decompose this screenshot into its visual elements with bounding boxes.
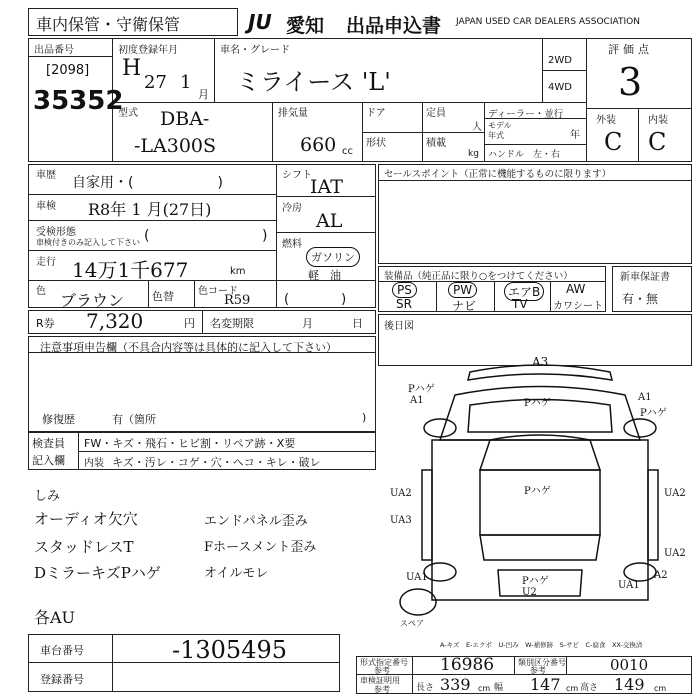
defect-legend: A-キズ E-エクボ U-凹み W-補修跡 S-サビ C-腐食 XX-交換済 [440, 641, 643, 649]
inspector-row2-label: 内装 [84, 458, 104, 469]
displacement-value: 660 [300, 134, 337, 156]
chassis-label: 車台番号 [40, 644, 84, 657]
width-value: 147 [530, 675, 561, 694]
vehicle-name-value: ミライース 'L' [236, 68, 391, 96]
registration-era: H [122, 56, 142, 81]
section-label: 車内保管・守衛保管 [36, 15, 181, 34]
mark-right-bottom: UA1 [618, 580, 640, 591]
designation-label-2: 参考 [374, 666, 390, 675]
equip-leather-seat: カワシート [553, 301, 603, 312]
equip-pw: PW [448, 282, 477, 298]
length-value: 339 [440, 675, 471, 694]
model-value-1: DBA- [160, 108, 210, 130]
name-change-label: 名変期限 [210, 317, 254, 330]
history-label: 車歴 [36, 170, 56, 181]
history-value: 自家用・( ) [72, 175, 223, 191]
capacity-unit: 人 [472, 122, 482, 133]
length-unit: cm [478, 684, 491, 693]
height-value: 149 [614, 675, 645, 694]
registration-label: 初度登録年月 [118, 45, 178, 56]
inspector-label-1: 検査員 [32, 437, 65, 450]
door-label: ドア [366, 108, 386, 119]
mark-right-mid-1: UA2 [664, 488, 686, 499]
repair-paren-close: ) [362, 411, 367, 424]
color-code-label: 色コード [198, 286, 238, 297]
rear-window-label: 後日図 [384, 321, 414, 332]
evaluation-label: 評価点 [608, 43, 653, 56]
mark-left-top-2: A1 [410, 395, 424, 406]
cert-label-2: 参考 [374, 685, 390, 694]
shape-label: 形状 [366, 138, 386, 149]
recycle-label: R券 [36, 317, 55, 330]
name-change-day: 日 [352, 317, 363, 330]
mark-right-top-2: Pハゲ [640, 408, 667, 419]
category-label-1: 類別区分番号 [518, 658, 566, 667]
note-oil-leak: オイルモレ [204, 566, 269, 581]
drive-2wd: 2WD [548, 55, 572, 66]
length-label: 長さ [416, 683, 435, 693]
repair-value: 有（箇所 [112, 413, 156, 426]
mileage-label: 走行 [36, 257, 56, 268]
fuel-label: 燃料 [282, 239, 302, 250]
note-stain: しみ [34, 489, 61, 504]
evaluation-score: 3 [618, 60, 643, 104]
mileage-value: 14万1千677 [72, 258, 189, 282]
exterior-value: C [604, 128, 623, 156]
warranty-label: 新車保証書 [620, 272, 670, 283]
logo-region: 愛知 [286, 15, 325, 37]
displacement-label: 排気量 [278, 108, 308, 119]
height-label: 高さ [580, 683, 599, 693]
vehicle-name-label: 車名・グレード [220, 45, 290, 56]
inspector-row1: FW・キズ・飛石・ヒビ割・リペア跡・X要 [84, 437, 296, 450]
mark-right-mid-2: UA2 [664, 548, 686, 559]
recycle-unit: 円 [184, 317, 195, 330]
reception-note: 車検付きのみ記入して下さい [36, 238, 140, 247]
color-change-label: 色替 [152, 290, 174, 303]
lot-bracket-number: [2098] [46, 63, 90, 78]
width-unit: cm [566, 684, 579, 693]
color-code-value: R59 [224, 293, 251, 308]
mark-left-mid-2: UA3 [390, 515, 412, 526]
drive-4wd: 4WD [548, 82, 572, 93]
notes-label: 注意事項申告欄（不具合内容等は具体的に記入して下さい） [40, 341, 337, 354]
designation-label-1: 形式指定番号 [360, 658, 408, 667]
note-studless: スタッドレスT [34, 538, 134, 556]
inspector-row2: キズ・汚レ・コゲ・穴・ヘコ・キレ・破レ [112, 456, 321, 469]
mileage-unit: km [230, 266, 246, 277]
equip-tv: TV [512, 297, 528, 311]
registration-year: 27 [144, 72, 167, 93]
load-unit: kg [468, 149, 479, 159]
equip-ps: PS [392, 282, 417, 298]
inspection-label: 車検 [36, 201, 56, 212]
registration-number-label: 登録番号 [40, 673, 84, 686]
note-all-au: 各AU [34, 608, 76, 627]
lot-number: 35352 [33, 86, 124, 116]
reception-paren-close: ) [262, 228, 268, 244]
form-title: 出品申込書 [346, 15, 442, 37]
lot-label: 出品番号 [34, 45, 74, 56]
year-unit: 年 [570, 130, 580, 141]
mark-right-top-1: A1 [638, 392, 652, 403]
cooling-label: 冷房 [282, 203, 302, 214]
dealer-label: ディーラー・並行 [488, 109, 564, 120]
note-f-housing: Fホースメント歪み [204, 540, 317, 555]
mark-left-mid-1: UA2 [390, 488, 412, 499]
mark-top: A3 [532, 355, 549, 369]
model-value-2: -LA300S [134, 135, 217, 157]
capacity-label: 定員 [426, 108, 446, 119]
equipment-label: 装備品（純正品に限り○をつけてください） [384, 271, 573, 282]
mark-hood: Pハゲ [524, 398, 551, 409]
shift-label: シフト [282, 170, 312, 181]
model-label: 型式 [118, 108, 138, 119]
fuel-diesel: 軽 油 [308, 269, 341, 282]
chassis-value: -1305495 [172, 636, 287, 664]
cert-label-1: 車検証明用 [360, 676, 400, 685]
mark-rear: PハゲU2 [522, 576, 549, 598]
equip-sr: SR [396, 297, 412, 311]
displacement-unit: cc [342, 146, 353, 157]
cooling-value: AL [316, 210, 343, 232]
shift-value: IAT [310, 176, 343, 198]
mark-roof: Pハゲ [524, 486, 551, 497]
inspection-value: R8年 1 月(27日) [88, 200, 212, 219]
note-audio: オーディオ欠穴 [34, 510, 138, 528]
note-mirror: DミラーキズPハゲ [34, 564, 161, 582]
handle-label: ハンドル 左・右 [488, 150, 561, 160]
fuel-paren: ( ) [284, 292, 347, 307]
ju-logo: JU [248, 10, 272, 34]
model-year-label-2: 年式 [488, 131, 504, 140]
mark-left-top-1: Pハゲ [408, 384, 435, 395]
color-label: 色 [36, 286, 46, 297]
designation-value: 16986 [440, 655, 495, 675]
name-change-month: 月 [302, 317, 313, 330]
category-label-2: 参考 [530, 666, 546, 675]
warranty-value: 有・無 [622, 292, 659, 306]
color-value: ブラウン [60, 291, 125, 310]
equip-navi: ナビ [452, 299, 477, 313]
association-name: JAPAN USED CAR DEALERS ASSOCIATION [456, 17, 640, 27]
width-label: 幅 [494, 683, 504, 693]
equip-airbag: エアB [504, 282, 544, 301]
inspector-label-2: 記入欄 [32, 454, 65, 467]
exterior-label: 外装 [596, 115, 616, 126]
note-end-panel: エンドパネル歪み [204, 514, 308, 529]
spare-label: スペア [400, 619, 424, 628]
reception-paren-open: ( [144, 228, 150, 244]
mark-rear-right: A2 [654, 570, 668, 581]
reception-label: 受検形態 [36, 227, 76, 238]
model-year-label-1: モデル [488, 121, 512, 130]
repair-label: 修復歴 [42, 413, 75, 426]
equip-aw: AW [566, 282, 586, 296]
fuel-gas: ガソリン [306, 247, 360, 267]
recycle-value: 7,320 [86, 309, 144, 333]
height-unit: cm [654, 684, 667, 693]
mark-left-bottom: UA1 [406, 572, 428, 583]
category-value: 0010 [610, 656, 649, 674]
registration-month: 1 [180, 72, 192, 93]
load-label: 積載 [426, 138, 446, 149]
sales-point-label: セールスポイント（正常に機能するものに限ります） [384, 169, 612, 180]
interior-value: C [648, 128, 667, 156]
registration-month-unit: 月 [198, 88, 209, 101]
interior-label: 内装 [648, 115, 668, 126]
